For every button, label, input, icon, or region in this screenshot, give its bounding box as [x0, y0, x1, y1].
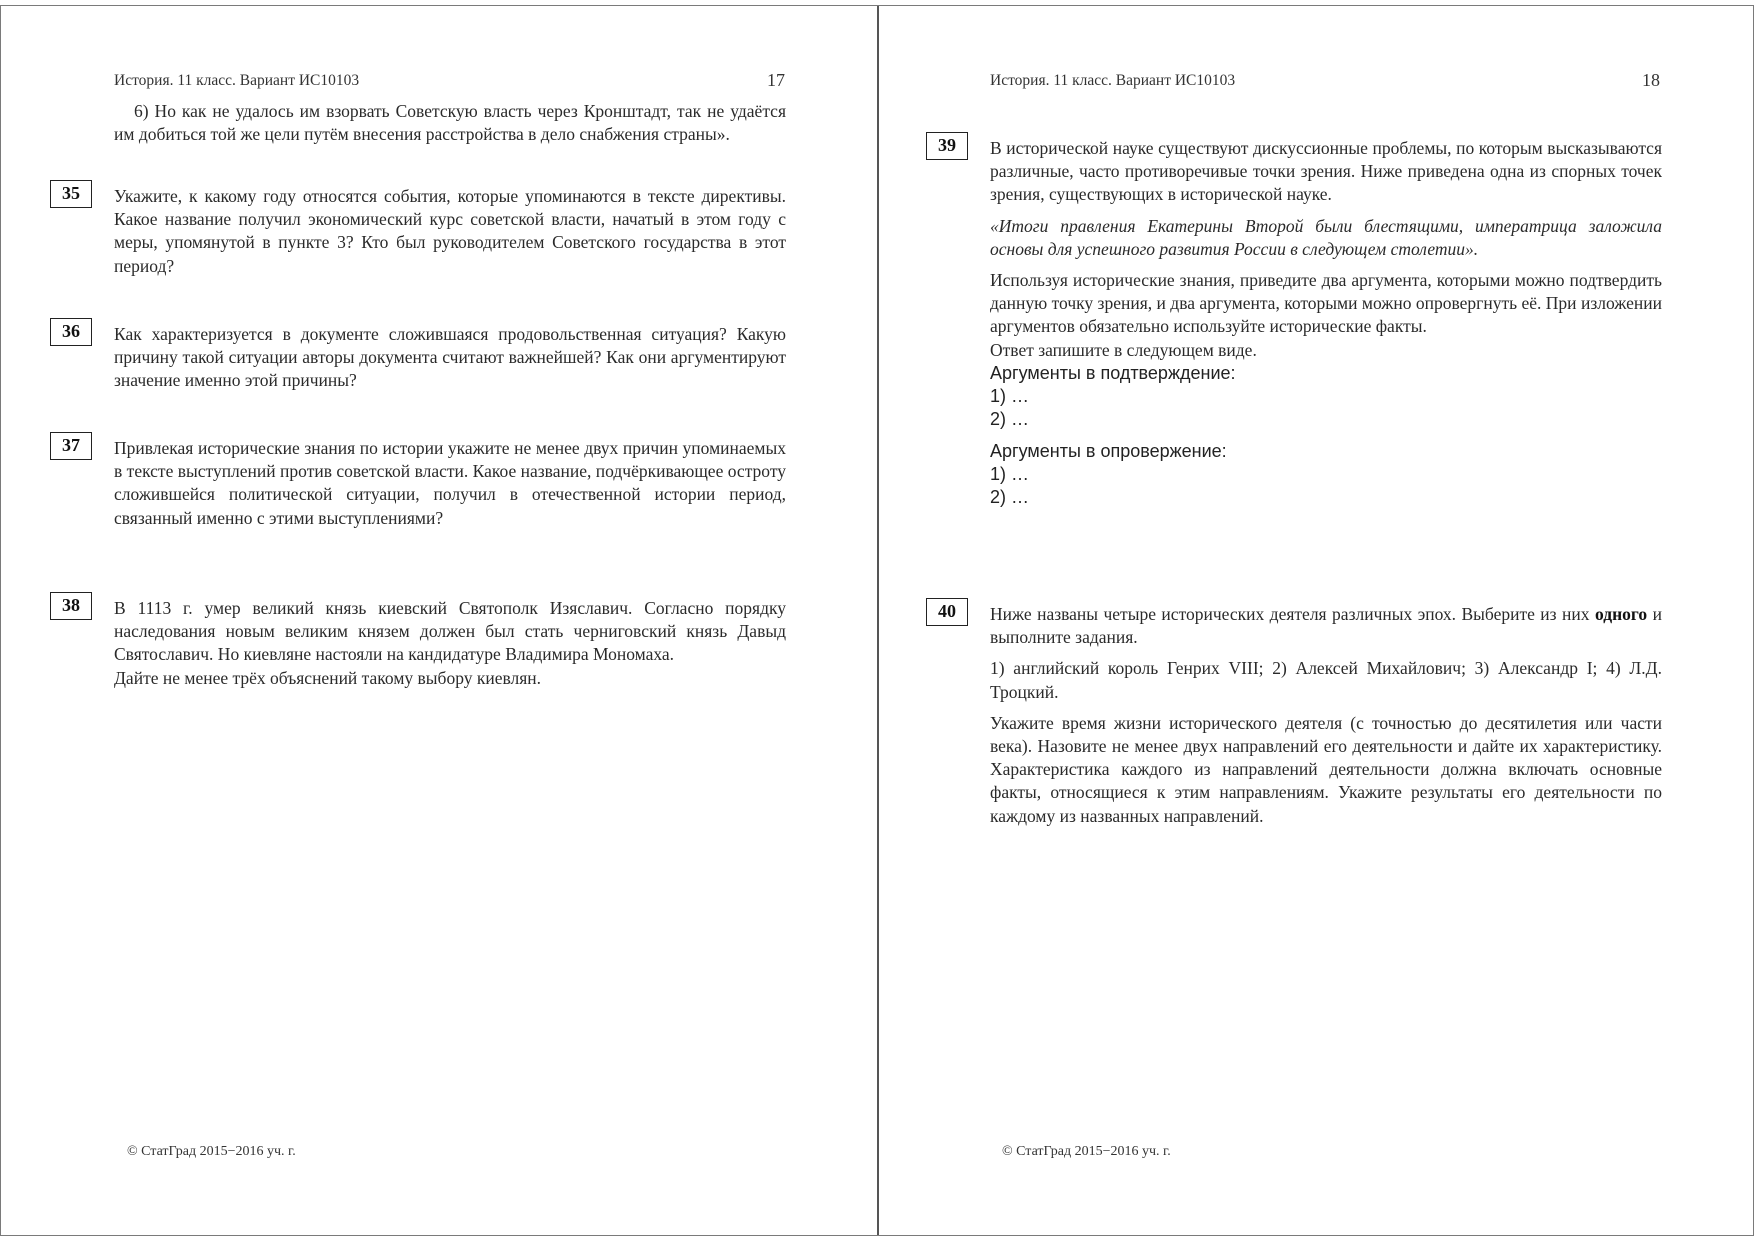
question-number-38: 38	[50, 592, 92, 620]
page-header: История. 11 класс. Вариант ИС10103	[990, 72, 1236, 89]
question-number-36: 36	[50, 318, 92, 346]
arguments-confirm-item: 1) …	[990, 385, 1030, 406]
question-39-quote: «Итоги правления Екатерины Второй были блестящими, императрица заложила основы для успешного развития России в следующем столетии».	[990, 215, 1662, 259]
arguments-confirm-item: 2) …	[990, 408, 1030, 429]
page-header: История. 11 класс. Вариант ИС10103	[114, 72, 360, 89]
question-37	[114, 437, 786, 530]
question-number-35: 35	[50, 180, 92, 208]
question-40	[990, 603, 1662, 828]
arguments-refute-block	[990, 440, 1662, 509]
question-40-text-bold: одного	[1594, 604, 1648, 624]
question-36	[114, 323, 786, 393]
intro-text: 6) Но как не удалось им взорвать Советскую власть через Кронштадт, так не удаётся им добиться той же цели путём внесения расстройства в дело снабжения страны».	[114, 101, 786, 145]
question-35-text: Укажите, к какому году относятся события, которые упоминаются в тексте директивы. Какое название получил экономический курс советской власти, начатый в этом году с меры, упомянутой в пункте 3? Кто был руководителем Советского государства в этот период?	[114, 186, 786, 276]
question-36-text: Как характеризуется в документе сложившаяся продовольственная ситуация? Какую причину такой ситуации авторы документа считают важнейшей? Как они аргументируют значение именно этой причины?	[114, 324, 786, 391]
question-35	[114, 185, 786, 278]
question-40-list: 1) английский король Генрих VIII; 2) Алексей Михайлович; 3) Александр I; 4) Л.Д. Троцкий.	[990, 658, 1662, 702]
question-40-text-after: и выполните задания.	[990, 604, 1662, 648]
question-39-text: В исторической науке существуют дискуссионные проблемы, по которым высказываются различные, часто противоречивые точки зрения. Ниже приведена одна из спорных точек зрения, существующих в исторической науке.	[990, 138, 1662, 205]
page-footer: © СтатГрад 2015−2016 уч. г.	[127, 1144, 296, 1159]
question-38-text: В 1113 г. умер великий князь киевский Святополк Изяславич. Согласно порядку наследования новым великим князем должен был стать черниговский князь Давыд Святославич. Но киевляне настояли на кандидатуре Владимира Мономаха.	[114, 598, 786, 665]
question-39-instruction: Используя исторические знания, приведите два аргумента, которыми можно подтвердить данную точку зрения, и два аргумента, которыми можно опровергнуть её. При изложении аргументов обязательно используйте исторические факты.	[990, 270, 1662, 337]
arguments-refute-title: Аргументы в опровержение:	[990, 440, 1227, 461]
page-number: 18	[1642, 70, 1660, 90]
question-number-37: 37	[50, 432, 92, 460]
question-40-instruction: Укажите время жизни исторического деятеля (с точностью до десятилетия или части века). Назовите не менее двух направлений его деятельности и дайте их характеристику. Характеристика каждого из направлений деятельности должна включать основные факты, относящиеся к этим направлениям. Укажите результаты его деятельности по каждому из названных направлений.	[990, 712, 1662, 826]
arguments-refute-item: 2) …	[990, 486, 1030, 507]
page-18	[879, 6, 1754, 1235]
question-38-task: Дайте не менее трёх объяснений такому выбору киевлян.	[114, 667, 542, 688]
question-38	[114, 597, 786, 690]
question-number-40: 40	[926, 598, 968, 626]
question-40-text	[990, 603, 1662, 649]
arguments-confirm-title: Аргументы в подтверждение:	[990, 362, 1236, 383]
page-number: 17	[767, 70, 785, 90]
page-footer: © СтатГрад 2015−2016 уч. г.	[1002, 1144, 1171, 1159]
page-17	[1, 6, 877, 1235]
arguments-refute-item: 1) …	[990, 463, 1030, 484]
question-39	[990, 137, 1662, 509]
question-40-text-before: Ниже названы четыре исторических деятеля различных эпох. Выберите из них	[990, 604, 1595, 624]
intro-paragraph	[114, 100, 786, 146]
question-37-text: Привлекая исторические знания по истории укажите не менее двух причин упоминаемых в тексте выступлений против советской власти. Какое название, подчёркивающее остроту сложившейся политической ситуации, получил в отечественной истории период, связанный именно с этими выступлениями?	[114, 438, 786, 528]
arguments-confirm-block	[990, 362, 1662, 431]
question-39-answer-form: Ответ запишите в следующем виде.	[990, 339, 1257, 360]
question-number-39: 39	[926, 132, 968, 160]
document-spread	[0, 5, 1754, 1236]
